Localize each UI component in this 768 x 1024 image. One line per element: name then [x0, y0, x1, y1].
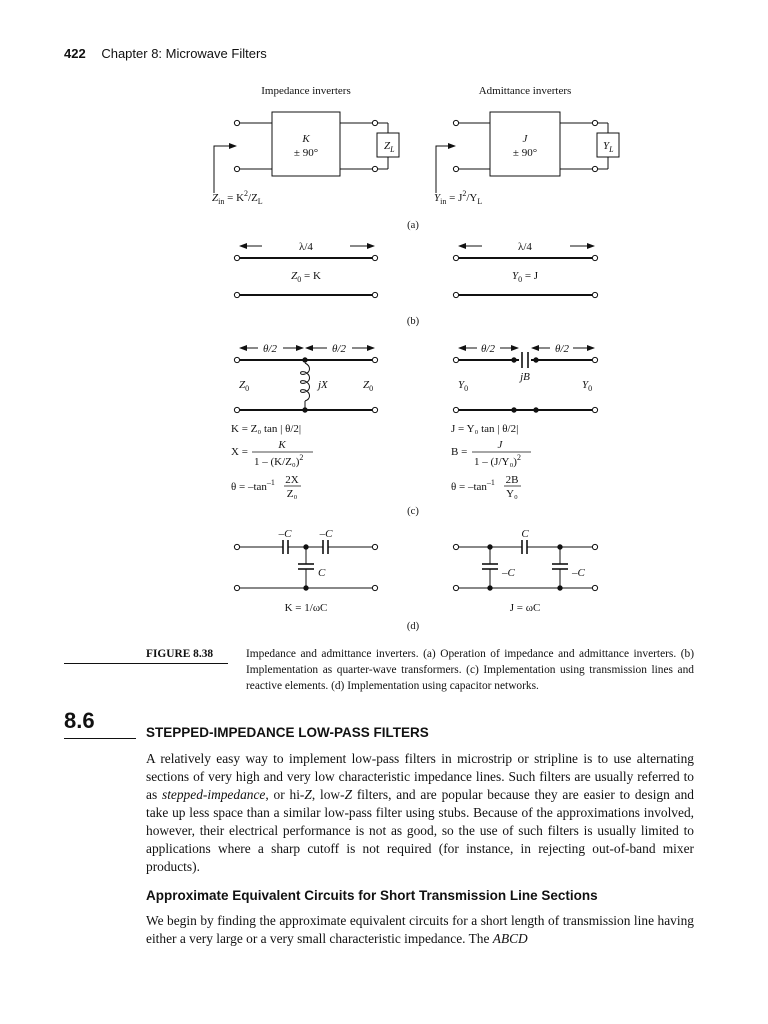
- j-phase-label: ± 90°: [512, 147, 538, 159]
- c-shunt-left: C: [318, 567, 326, 579]
- subsection-title: Approximate Equivalent Circuits for Short Transmission Line Sections: [146, 888, 598, 903]
- tline-reactance-left-diagram: [234, 348, 377, 413]
- part-label-b: (b): [406, 316, 420, 327]
- theta-num-left: 2X: [285, 474, 299, 486]
- theta-den-left: Z₀: [286, 488, 298, 500]
- zl-label: $Z_L$: [384, 140, 395, 154]
- minus-c-right-1: –C: [502, 567, 515, 579]
- j-equation: J = Y₀ tan | θ/2|: [451, 423, 519, 435]
- theta-equation-right: $\theta = -\tan^{-1}$: [451, 478, 495, 493]
- k-equation: K = Z₀ tan | θ/2|: [231, 423, 302, 435]
- capacitor-network-left-diagram: [234, 540, 377, 591]
- theta-half-left-1: θ/2: [263, 343, 277, 355]
- admittance-inverters-title: Admittance inverters: [478, 85, 572, 97]
- yl-label: $Y_L$: [603, 140, 614, 154]
- page-number: 422: [64, 46, 86, 61]
- impedance-inverters-title: Impedance inverters: [261, 85, 351, 97]
- lambda-4-left: λ/4: [299, 241, 313, 253]
- z0-eq-k: $Z_0 = K$: [291, 270, 321, 284]
- theta-half-right-2: θ/2: [555, 343, 569, 355]
- section-number: 8.6: [64, 708, 95, 733]
- theta-equation-left: $\theta = -\tan^{-1}$: [231, 478, 275, 493]
- minus-c-right-2: –C: [572, 567, 585, 579]
- b-equation-num: J: [497, 439, 503, 451]
- caption-rule: [64, 663, 228, 664]
- part-label-d: (d): [406, 621, 420, 632]
- k-phase-label: ± 90°: [293, 147, 319, 159]
- lambda-4-right: λ/4: [518, 241, 532, 253]
- theta-num-right: 2B: [505, 474, 519, 486]
- y0-label-right: $Y_0$: [582, 379, 593, 393]
- x-equation-num: K: [278, 439, 286, 451]
- z0-label-left: $Z_0$: [239, 379, 250, 393]
- section-title: STEPPED-IMPEDANCE LOW-PASS FILTERS: [146, 725, 429, 740]
- theta-den-right: Y₀: [506, 488, 518, 500]
- section-rule: [64, 738, 136, 739]
- y0-label-left: $Y_0$: [458, 379, 469, 393]
- figure-caption: [146, 646, 694, 694]
- jx-label: jX: [318, 379, 328, 391]
- impedance-equations: [231, 423, 313, 500]
- admittance-equations: [451, 423, 531, 500]
- b-equation-den: $1 - (J/Y_0)^2$: [474, 453, 521, 468]
- z0-label-right: $Z_0$: [363, 379, 374, 393]
- theta-half-right-1: θ/2: [481, 343, 495, 355]
- b-equation-lhs: B =: [451, 446, 468, 458]
- x-equation-lhs: X =: [231, 446, 248, 458]
- theta-half-left-2: θ/2: [332, 343, 346, 355]
- k-label: K: [302, 133, 310, 145]
- figure-label: FIGURE 8.38: [146, 648, 214, 660]
- part-label-a: (a): [407, 220, 419, 231]
- c-series-right: C: [521, 528, 529, 540]
- j-eq-wc: J = ωC: [509, 602, 541, 614]
- minus-c-left-2: –C: [319, 528, 333, 540]
- capacitor-network-right-diagram: [453, 540, 597, 591]
- k-eq-1-over-wc: K = 1/ωC: [284, 602, 328, 614]
- yin-equation: $Y_{in} = J^2/Y_L$: [434, 189, 483, 206]
- minus-c-left-1: –C: [278, 528, 292, 540]
- x-equation-den: $1 - (K/Z_0)^2$: [254, 453, 304, 468]
- y0-eq-j: $Y_0 = J$: [511, 270, 539, 284]
- jb-label: jB: [520, 371, 530, 383]
- part-label-c: (c): [407, 506, 419, 517]
- j-label: J: [522, 133, 528, 145]
- caption-text: Impedance and admittance inverters. (a) Operation of impedance and admittance inverters. (b) Implementation as quarter-wave transformers. (c) Implementation using transmission lines and reactive elements. (d) Implementation using capacitor networks.: [246, 648, 694, 692]
- zin-equation: $Z_{in} = K^2/Z_L$: [212, 189, 263, 206]
- chapter-title: Chapter 8: Microwave Filters: [101, 46, 267, 61]
- body-paragraph-2: We begin by finding the approximate equivalent circuits for a short length of transmission line having either a very large or a very small characteristic impedance. The ABCD: [146, 913, 694, 946]
- body-paragraph-1: A relatively easy way to implement low-pass filters in microstrip or stripline is to use alternating sections of very high and very low characteristic impedance lines. Such filters are usually referred to as stepped-impedance, or hi-Z, low-Z filters, and are popular because they are easier to design and take up less space than a similar low-pass filter using stubs. Because of the approximations involved, however, their electrical performance is not as good, so the use of such filters is usually limited to applications where a sharp cutoff is not required (for instance, in rejecting out-of-band mixer products).: [146, 751, 694, 874]
